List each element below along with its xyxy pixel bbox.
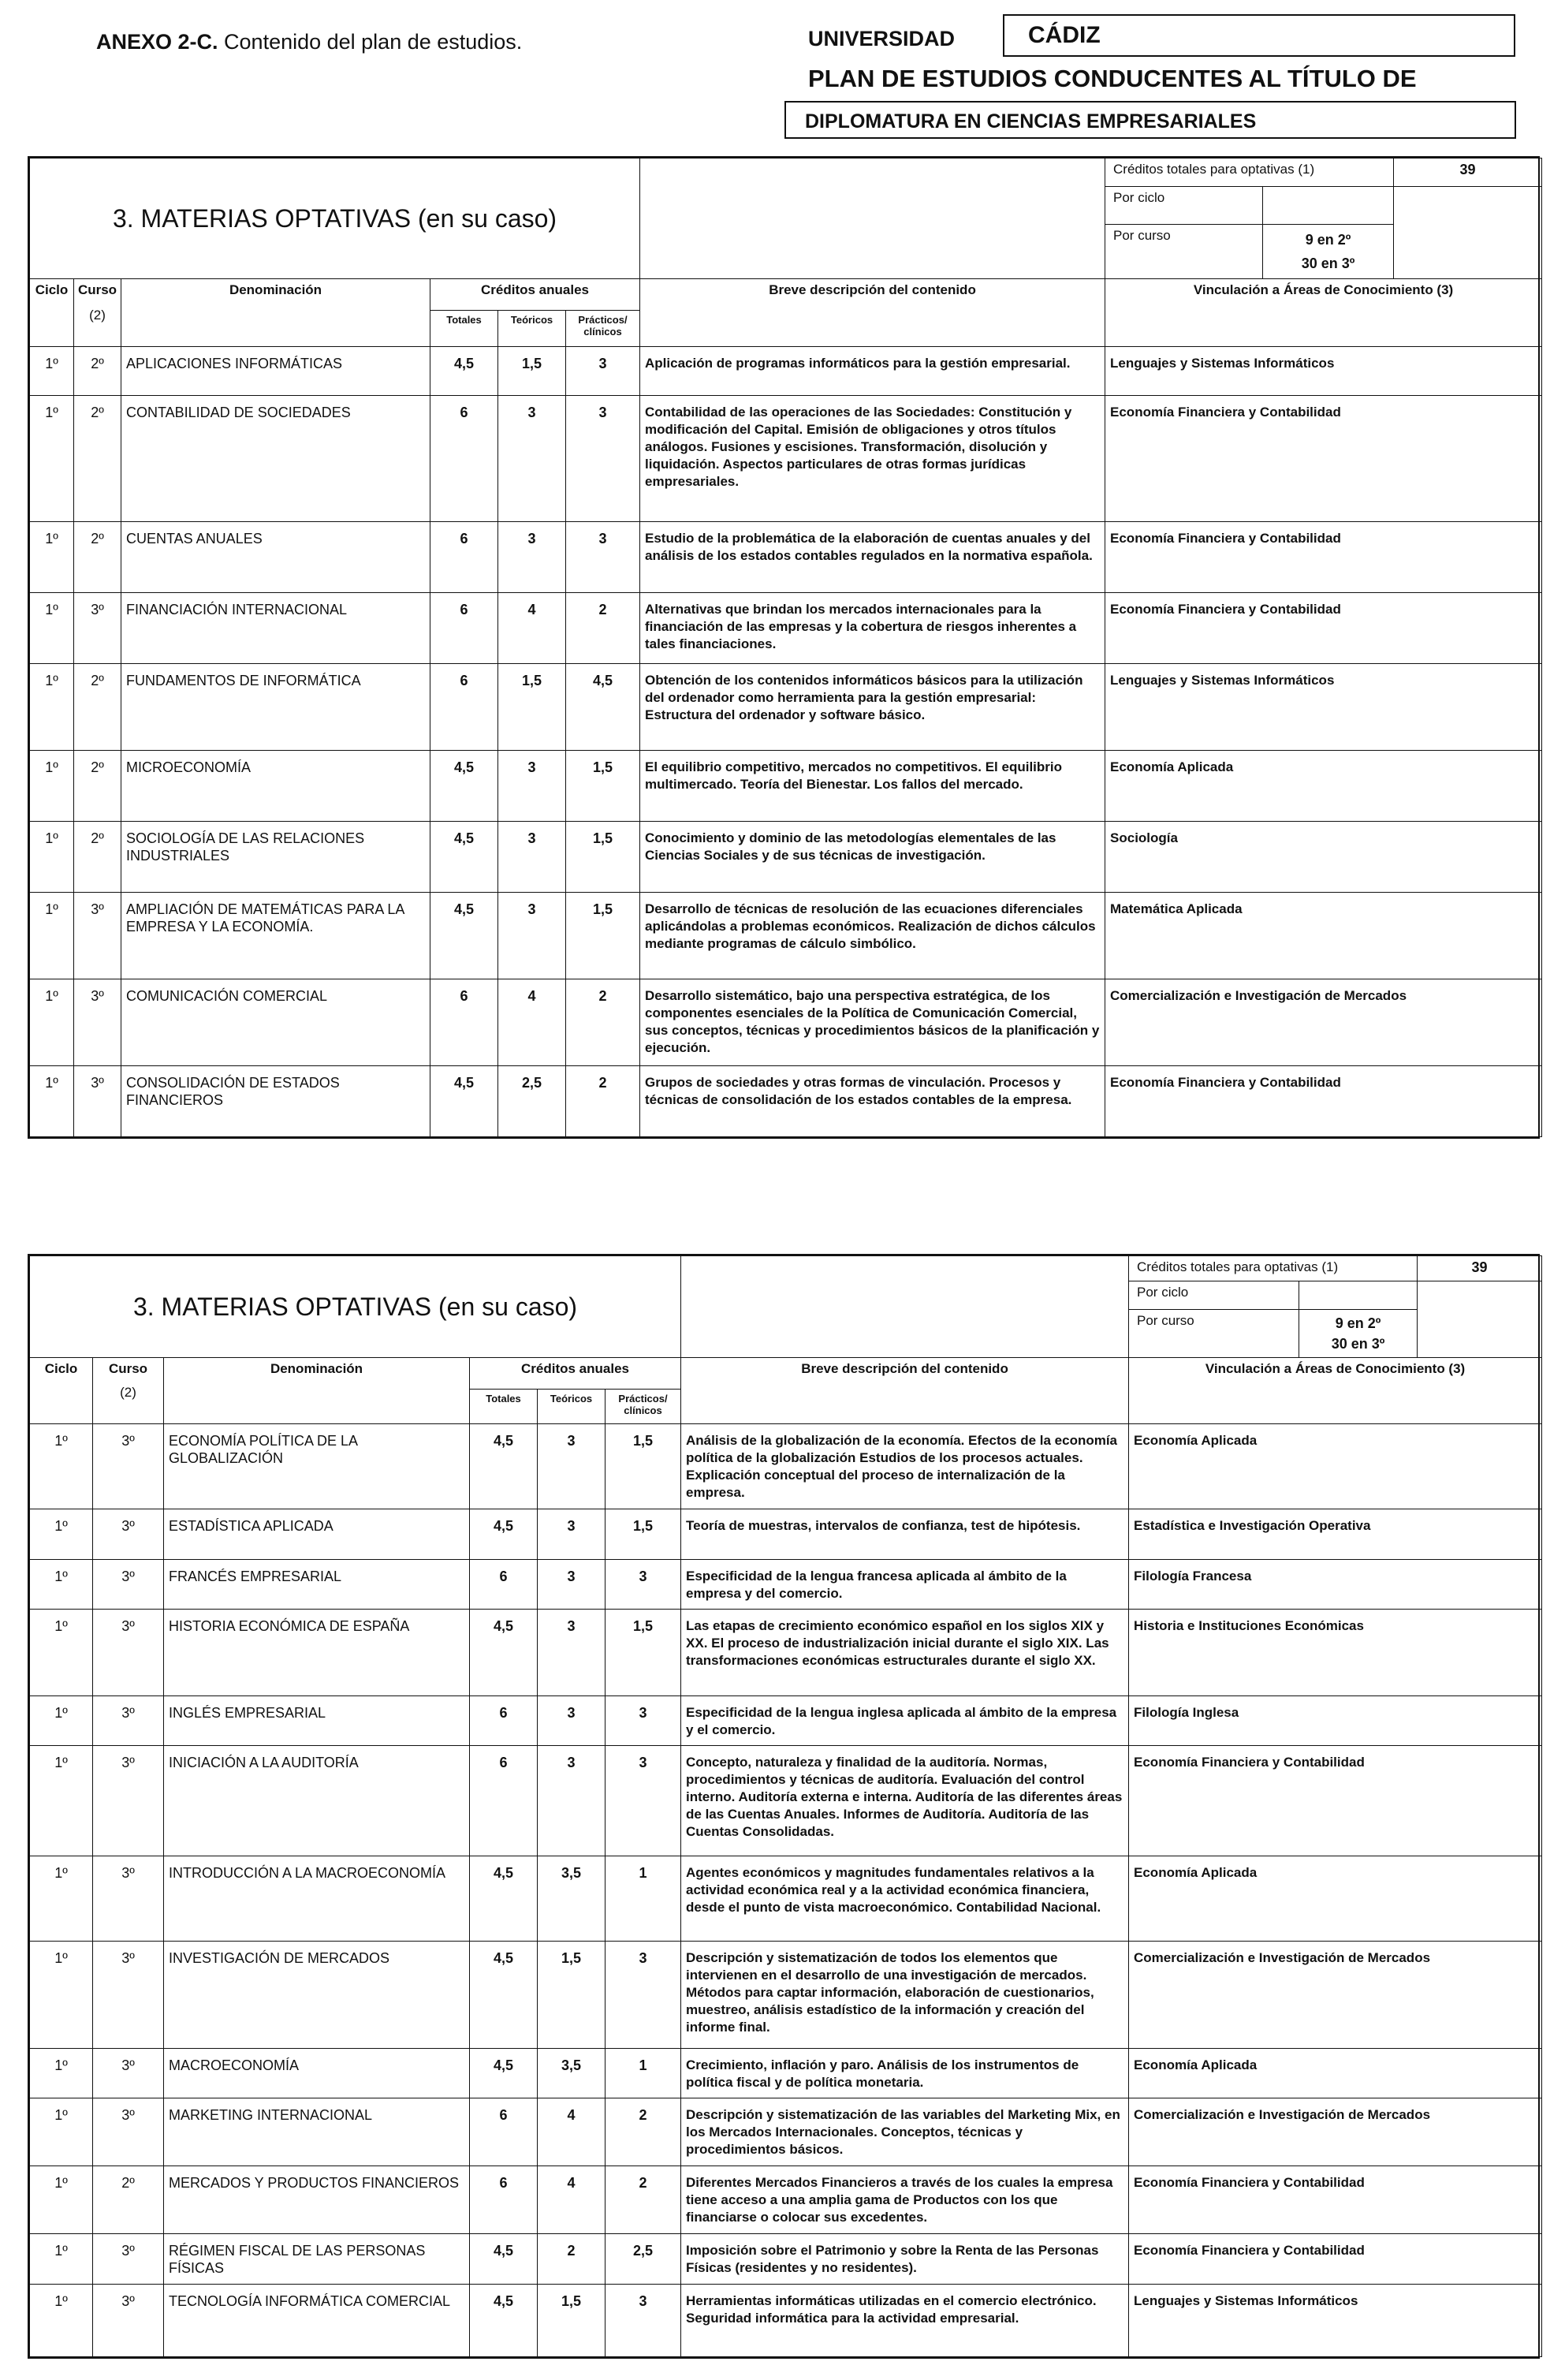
optional-subjects-table-2	[29, 1255, 1542, 2357]
col-curso: Curso (2)	[93, 1358, 164, 1424]
cell-curso: 3º	[93, 1746, 164, 1856]
cell-totales: 4,5	[470, 1942, 538, 2049]
cell-totales: 4,5	[470, 1610, 538, 1696]
cell-totales: 4,5	[470, 1509, 538, 1560]
cell-curso: 3º	[93, 1560, 164, 1610]
col-ciclo: Ciclo	[30, 279, 74, 347]
cell-descripcion: Análisis de la globalización de la economía. Efectos de la economía política de la globalización Estudios de los procesos actuales. Explicación conceptual del proceso de internalización de la empresa.	[681, 1424, 1129, 1509]
optional-subjects-block-2	[28, 1254, 1540, 2359]
cell-area: Lenguajes y Sistemas Informáticos	[1129, 2285, 1542, 2357]
cell-totales: 6	[470, 1746, 538, 1856]
cell-area: Economía Financiera y Contabilidad	[1105, 522, 1542, 593]
col-creditos: Créditos anuales	[430, 279, 640, 311]
cell-ciclo: 1º	[30, 396, 74, 522]
cell-ciclo: 1º	[30, 347, 74, 396]
cell-curso: 3º	[93, 1942, 164, 2049]
per-cycle-label: Por ciclo	[1129, 1281, 1299, 1310]
cell-totales: 4,5	[430, 893, 498, 979]
cell-descripcion: Desarrollo sistemático, bajo una perspectiva estratégica, de los componentes esenciales de la Política de Comunicación Comercial, sus conceptos, técnicas y procedimientos básicos de la planificación y ejecución.	[640, 979, 1105, 1066]
university-name: CÁDIZ	[1003, 14, 1515, 57]
cell-ciclo: 1º	[30, 822, 74, 893]
cell-area: Economía Financiera y Contabilidad	[1105, 593, 1542, 664]
cell-descripcion: Teoría de muestras, intervalos de confianza, test de hipótesis.	[681, 1509, 1129, 1560]
cell-curso: 3º	[93, 1856, 164, 1942]
cell-curso: 2º	[93, 2166, 164, 2234]
plan-title: PLAN DE ESTUDIOS CONDUCENTES AL TÍTULO DE	[808, 65, 1417, 92]
per-cycle-label: Por ciclo	[1105, 187, 1263, 225]
cell-ciclo: 1º	[30, 1856, 93, 1942]
cell-curso: 3º	[93, 1696, 164, 1746]
cell-totales: 6	[470, 2166, 538, 2234]
cell-totales: 6	[470, 2098, 538, 2166]
optional-subjects-table-1	[29, 158, 1542, 1137]
cell-ciclo: 1º	[30, 522, 74, 593]
cell-area: Historia e Instituciones Económicas	[1129, 1610, 1542, 1696]
table-row	[30, 893, 1542, 979]
per-course-label: Por curso	[1129, 1310, 1299, 1358]
per-course-value-3rd: 30 en 3º	[1301, 256, 1355, 271]
cell-area: Sociología	[1105, 822, 1542, 893]
cell-practicos: 1	[606, 2049, 681, 2098]
table-row	[30, 751, 1542, 822]
credits-total-value: 39	[1418, 1256, 1542, 1281]
cell-totales: 6	[470, 1560, 538, 1610]
cell-ciclo: 1º	[30, 1424, 93, 1509]
cell-descripcion: Descripción y sistematización de las variables del Marketing Mix, en los Mercados Internacionales. Conceptos, técnicas y procedimientos básicos.	[681, 2098, 1129, 2166]
cell-teoricos: 1,5	[498, 664, 566, 751]
cell-practicos: 3	[566, 396, 640, 522]
table-row	[30, 1424, 1542, 1509]
cell-curso: 3º	[93, 2234, 164, 2285]
cell-denominacion: INTRODUCCIÓN A LA MACROECONOMÍA	[164, 1856, 470, 1942]
cell-teoricos: 4	[498, 979, 566, 1066]
cell-area: Lenguajes y Sistemas Informáticos	[1105, 347, 1542, 396]
cell-practicos: 1,5	[566, 751, 640, 822]
cell-ciclo: 1º	[30, 593, 74, 664]
cell-denominacion: FUNDAMENTOS DE INFORMÁTICA	[121, 664, 430, 751]
cell-teoricos: 4	[538, 2166, 606, 2234]
cell-ciclo: 1º	[30, 979, 74, 1066]
table-row	[30, 2285, 1542, 2357]
cell-practicos: 3	[606, 1746, 681, 1856]
cell-descripcion: Concepto, naturaleza y finalidad de la auditoría. Normas, procedimientos y técnicas de auditoría. Evaluación del control interno. Auditoría externa e interna. Auditoría de las diferentes áreas de las Cuentas Anuales. Informes de Auditoría. Auditoría de las Cuentas Consolidadas.	[681, 1746, 1129, 1856]
degree-title: DIPLOMATURA EN CIENCIAS EMPRESARIALES	[784, 101, 1516, 139]
cell-curso: 3º	[93, 2049, 164, 2098]
cell-descripcion: El equilibrio competitivo, mercados no competitivos. El equilibrio multimercado. Teoría del Bienestar. Los fallos del mercado.	[640, 751, 1105, 822]
col-totales: Totales	[430, 311, 498, 347]
cell-denominacion: TECNOLOGÍA INFORMÁTICA COMERCIAL	[164, 2285, 470, 2357]
cell-area: Filología Inglesa	[1129, 1696, 1542, 1746]
cell-descripcion: Descripción y sistematización de todos los elementos que intervienen en el desarrollo de una investigación de mercados. Métodos para captar información, elaboración de cuestionarios, muestreo, análisis estadístico de la información y creación del informe final.	[681, 1942, 1129, 2049]
cell-curso: 3º	[93, 1610, 164, 1696]
cell-curso: 3º	[74, 893, 121, 979]
cell-area: Filología Francesa	[1129, 1560, 1542, 1610]
cell-area: Lenguajes y Sistemas Informáticos	[1105, 664, 1542, 751]
table-row	[30, 1610, 1542, 1696]
cell-descripcion: Aplicación de programas informáticos para la gestión empresarial.	[640, 347, 1105, 396]
cell-totales: 6	[430, 522, 498, 593]
cell-curso: 3º	[93, 2098, 164, 2166]
cell-denominacion: INICIACIÓN A LA AUDITORÍA	[164, 1746, 470, 1856]
cell-area: Comercialización e Investigación de Mercados	[1129, 1942, 1542, 2049]
cell-denominacion: INVESTIGACIÓN DE MERCADOS	[164, 1942, 470, 2049]
cell-denominacion: MARKETING INTERNACIONAL	[164, 2098, 470, 2166]
cell-ciclo: 1º	[30, 1066, 74, 1137]
table-row	[30, 1856, 1542, 1942]
cell-totales: 6	[430, 979, 498, 1066]
cell-teoricos: 3	[538, 1509, 606, 1560]
col-totales: Totales	[470, 1390, 538, 1424]
cell-denominacion: APLICACIONES INFORMÁTICAS	[121, 347, 430, 396]
col-teoricos: Teóricos	[498, 311, 566, 347]
cell-teoricos: 1,5	[538, 2285, 606, 2357]
cell-descripcion: Obtención de los contenidos informáticos básicos para la utilización del ordenador como herramienta para la gestión empresarial: Estructura del ordenador y software básico.	[640, 664, 1105, 751]
cell-teoricos: 4	[538, 2098, 606, 2166]
cell-teoricos: 3	[498, 751, 566, 822]
cell-teoricos: 3	[538, 1610, 606, 1696]
cell-area: Economía Aplicada	[1129, 2049, 1542, 2098]
cell-practicos: 2	[566, 593, 640, 664]
cell-curso: 2º	[74, 751, 121, 822]
cell-curso: 2º	[74, 522, 121, 593]
table-row	[30, 396, 1542, 522]
cell-totales: 4,5	[430, 347, 498, 396]
cell-curso: 3º	[93, 1509, 164, 1560]
credits-total-value: 39	[1394, 159, 1542, 187]
credits-total-label: Créditos totales para optativas (1)	[1105, 159, 1394, 187]
cell-practicos: 3	[566, 347, 640, 396]
table-row	[30, 1942, 1542, 2049]
cell-descripcion: Imposición sobre el Patrimonio y sobre la Renta de las Personas Físicas (residentes y no residentes).	[681, 2234, 1129, 2285]
col-descripcion: Breve descripción del contenido	[681, 1358, 1129, 1424]
cell-teoricos: 3,5	[538, 1856, 606, 1942]
cell-descripcion: Conocimiento y dominio de las metodologías elementales de las Ciencias Sociales y de sus técnicas de investigación.	[640, 822, 1105, 893]
cell-curso: 3º	[93, 1424, 164, 1509]
cell-totales: 4,5	[430, 1066, 498, 1137]
cell-curso: 2º	[74, 822, 121, 893]
cell-practicos: 3	[606, 1560, 681, 1610]
cell-teoricos: 3	[538, 1696, 606, 1746]
cell-practicos: 3	[566, 522, 640, 593]
cell-ciclo: 1º	[30, 2098, 93, 2166]
cell-curso: 2º	[74, 347, 121, 396]
table-row	[30, 1066, 1542, 1137]
cell-totales: 6	[430, 664, 498, 751]
cell-denominacion: RÉGIMEN FISCAL DE LAS PERSONAS FÍSICAS	[164, 2234, 470, 2285]
cell-practicos: 2,5	[606, 2234, 681, 2285]
cell-denominacion: MICROECONOMÍA	[121, 751, 430, 822]
cell-ciclo: 1º	[30, 1942, 93, 2049]
cell-ciclo: 1º	[30, 2285, 93, 2357]
cell-teoricos: 3	[498, 893, 566, 979]
university-label: UNIVERSIDAD	[808, 27, 956, 50]
cell-area: Comercialización e Investigación de Mercados	[1105, 979, 1542, 1066]
cell-teoricos: 2,5	[498, 1066, 566, 1137]
table-row	[30, 2234, 1542, 2285]
cell-descripcion: Crecimiento, inflación y paro. Análisis de los instrumentos de política fiscal y de política monetaria.	[681, 2049, 1129, 2098]
cell-teoricos: 3	[538, 1746, 606, 1856]
cell-teoricos: 3	[498, 822, 566, 893]
table-row	[30, 1746, 1542, 1856]
table-row	[30, 1696, 1542, 1746]
table-row	[30, 1509, 1542, 1560]
cell-descripcion: Especificidad de la lengua francesa aplicada al ámbito de la empresa y del comercio.	[681, 1560, 1129, 1610]
table-row	[30, 822, 1542, 893]
cell-ciclo: 1º	[30, 893, 74, 979]
per-course-value-3rd: 30 en 3º	[1331, 1336, 1385, 1352]
cell-area: Economía Financiera y Contabilidad	[1129, 1746, 1542, 1856]
cell-teoricos: 1,5	[538, 1942, 606, 2049]
per-course-label: Por curso	[1105, 225, 1263, 279]
cell-descripcion: Contabilidad de las operaciones de las Sociedades: Constitución y modificación del Capital. Emisión de obligaciones y otros títulos análogos. Fusiones y escisiones. Transformación, disolución y liquidación. Aspectos particulares de otras formas jurídicas empresariales.	[640, 396, 1105, 522]
col-vinculacion: Vinculación a Áreas de Conocimiento (3)	[1105, 279, 1542, 347]
cell-practicos: 1,5	[606, 1509, 681, 1560]
cell-practicos: 3	[606, 1942, 681, 2049]
col-descripcion: Breve descripción del contenido	[640, 279, 1105, 347]
cell-practicos: 2	[606, 2098, 681, 2166]
cell-denominacion: CONSOLIDACIÓN DE ESTADOS FINANCIEROS	[121, 1066, 430, 1137]
col-creditos: Créditos anuales	[470, 1358, 681, 1390]
table-row	[30, 2098, 1542, 2166]
cell-area: Economía Financiera y Contabilidad	[1105, 396, 1542, 522]
cell-area: Economía Aplicada	[1129, 1424, 1542, 1509]
cell-practicos: 1	[606, 1856, 681, 1942]
cell-ciclo: 1º	[30, 1610, 93, 1696]
cell-denominacion: MERCADOS Y PRODUCTOS FINANCIEROS	[164, 2166, 470, 2234]
cell-curso: 2º	[74, 664, 121, 751]
cell-denominacion: HISTORIA ECONÓMICA DE ESPAÑA	[164, 1610, 470, 1696]
col-denominacion: Denominación	[121, 279, 430, 347]
cell-curso: 3º	[74, 1066, 121, 1137]
cell-totales: 6	[470, 1696, 538, 1746]
credits-total-label: Créditos totales para optativas (1)	[1129, 1256, 1418, 1281]
cell-ciclo: 1º	[30, 2049, 93, 2098]
col-practicos: Prácticos/ clínicos	[606, 1390, 681, 1424]
cell-totales: 4,5	[470, 1856, 538, 1942]
cell-area: Economía Financiera y Contabilidad	[1129, 2166, 1542, 2234]
table-row	[30, 2166, 1542, 2234]
cell-curso: 3º	[74, 979, 121, 1066]
cell-denominacion: FINANCIACIÓN INTERNACIONAL	[121, 593, 430, 664]
optional-subjects-block-1	[28, 156, 1540, 1139]
annex-heading: ANEXO 2-C. Contenido del plan de estudios.	[96, 30, 523, 54]
cell-totales: 4,5	[470, 2049, 538, 2098]
col-practicos: Prácticos/ clínicos	[566, 311, 640, 347]
cell-teoricos: 3,5	[538, 2049, 606, 2098]
per-course-value-2nd: 9 en 2º	[1335, 1315, 1381, 1331]
cell-descripcion: Agentes económicos y magnitudes fundamentales relativos a la actividad económica real y a la actividad económica financiera, desde el punto de vista macroeconómico. Contabilidad Nacional.	[681, 1856, 1129, 1942]
table-row	[30, 522, 1542, 593]
cell-totales: 4,5	[430, 751, 498, 822]
block-title: 3. MATERIAS OPTATIVAS (en su caso)	[30, 159, 640, 279]
table-row	[30, 1560, 1542, 1610]
cell-practicos: 1,5	[606, 1424, 681, 1509]
cell-teoricos: 2	[538, 2234, 606, 2285]
cell-practicos: 2	[606, 2166, 681, 2234]
col-ciclo: Ciclo	[30, 1358, 93, 1424]
cell-denominacion: CONTABILIDAD DE SOCIEDADES	[121, 396, 430, 522]
cell-ciclo: 1º	[30, 1746, 93, 1856]
per-course-value-2nd: 9 en 2º	[1305, 232, 1351, 248]
cell-totales: 4,5	[470, 2234, 538, 2285]
cell-area: Matemática Aplicada	[1105, 893, 1542, 979]
cell-ciclo: 1º	[30, 2166, 93, 2234]
col-curso: Curso (2)	[74, 279, 121, 347]
cell-area: Economía Aplicada	[1105, 751, 1542, 822]
cell-ciclo: 1º	[30, 1560, 93, 1610]
table-row	[30, 593, 1542, 664]
cell-practicos: 1,5	[566, 893, 640, 979]
col-teoricos: Teóricos	[538, 1390, 606, 1424]
cell-practicos: 1,5	[566, 822, 640, 893]
cell-area: Estadística e Investigación Operativa	[1129, 1509, 1542, 1560]
cell-descripcion: Diferentes Mercados Financieros a través de los cuales la empresa tiene acceso a una amplia gama de Productos con los que financiarse o colocar sus excedentes.	[681, 2166, 1129, 2234]
cell-denominacion: MACROECONOMÍA	[164, 2049, 470, 2098]
cell-area: Economía Financiera y Contabilidad	[1129, 2234, 1542, 2285]
block-title: 3. MATERIAS OPTATIVAS (en su caso)	[30, 1256, 681, 1358]
col-denominacion: Denominación	[164, 1358, 470, 1424]
cell-descripcion: Desarrollo de técnicas de resolución de las ecuaciones diferenciales aplicándolas a problemas económicos. Realización de dichos cálculos mediante programas de cálculo simbólico.	[640, 893, 1105, 979]
cell-teoricos: 3	[498, 522, 566, 593]
cell-denominacion: SOCIOLOGÍA DE LAS RELACIONES INDUSTRIALES	[121, 822, 430, 893]
cell-denominacion: ESTADÍSTICA APLICADA	[164, 1509, 470, 1560]
cell-teoricos: 3	[498, 396, 566, 522]
cell-teoricos: 3	[538, 1560, 606, 1610]
cell-practicos: 3	[606, 1696, 681, 1746]
table-row	[30, 979, 1542, 1066]
cell-denominacion: COMUNICACIÓN COMERCIAL	[121, 979, 430, 1066]
cell-denominacion: AMPLIACIÓN DE MATEMÁTICAS PARA LA EMPRESA Y LA ECONOMÍA.	[121, 893, 430, 979]
cell-descripcion: Especificidad de la lengua inglesa aplicada al ámbito de la empresa y el comercio.	[681, 1696, 1129, 1746]
cell-practicos: 3	[606, 2285, 681, 2357]
cell-ciclo: 1º	[30, 1696, 93, 1746]
cell-denominacion: INGLÉS EMPRESARIAL	[164, 1696, 470, 1746]
cell-teoricos: 4	[498, 593, 566, 664]
col-vinculacion: Vinculación a Áreas de Conocimiento (3)	[1129, 1358, 1542, 1424]
cell-descripcion: Las etapas de crecimiento económico español en los siglos XIX y XX. El proceso de industrialización inicial durante el siglo XIX. Las transformaciones económicas estructurales durante el siglo XX.	[681, 1610, 1129, 1696]
cell-area: Economía Financiera y Contabilidad	[1105, 1066, 1542, 1137]
cell-descripcion: Grupos de sociedades y otras formas de vinculación. Procesos y técnicas de consolidación de los estados contables de la empresa.	[640, 1066, 1105, 1137]
cell-ciclo: 1º	[30, 1509, 93, 1560]
table-row	[30, 2049, 1542, 2098]
cell-totales: 6	[430, 396, 498, 522]
cell-descripcion: Herramientas informáticas utilizadas en el comercio electrónico. Seguridad informática para la actividad empresarial.	[681, 2285, 1129, 2357]
cell-descripcion: Alternativas que brindan los mercados internacionales para la financiación de las empresas y la cobertura de riesgos inherentes a tales financiaciones.	[640, 593, 1105, 664]
table-row	[30, 664, 1542, 751]
cell-area: Comercialización e Investigación de Mercados	[1129, 2098, 1542, 2166]
cell-practicos: 4,5	[566, 664, 640, 751]
cell-ciclo: 1º	[30, 751, 74, 822]
cell-teoricos: 1,5	[498, 347, 566, 396]
cell-practicos: 2	[566, 1066, 640, 1137]
cell-curso: 2º	[74, 396, 121, 522]
cell-practicos: 1,5	[606, 1610, 681, 1696]
cell-curso: 3º	[93, 2285, 164, 2357]
cell-teoricos: 3	[538, 1424, 606, 1509]
cell-totales: 4,5	[470, 1424, 538, 1509]
cell-totales: 4,5	[430, 822, 498, 893]
cell-denominacion: FRANCÉS EMPRESARIAL	[164, 1560, 470, 1610]
table-row	[30, 347, 1542, 396]
cell-curso: 3º	[74, 593, 121, 664]
cell-ciclo: 1º	[30, 664, 74, 751]
cell-denominacion: ECONOMÍA POLÍTICA DE LA GLOBALIZACIÓN	[164, 1424, 470, 1509]
cell-practicos: 2	[566, 979, 640, 1066]
cell-denominacion: CUENTAS ANUALES	[121, 522, 430, 593]
cell-totales: 4,5	[470, 2285, 538, 2357]
cell-ciclo: 1º	[30, 2234, 93, 2285]
cell-totales: 6	[430, 593, 498, 664]
cell-descripcion: Estudio de la problemática de la elaboración de cuentas anuales y del análisis de los estados contables regulados en la normativa española.	[640, 522, 1105, 593]
cell-area: Economía Aplicada	[1129, 1856, 1542, 1942]
